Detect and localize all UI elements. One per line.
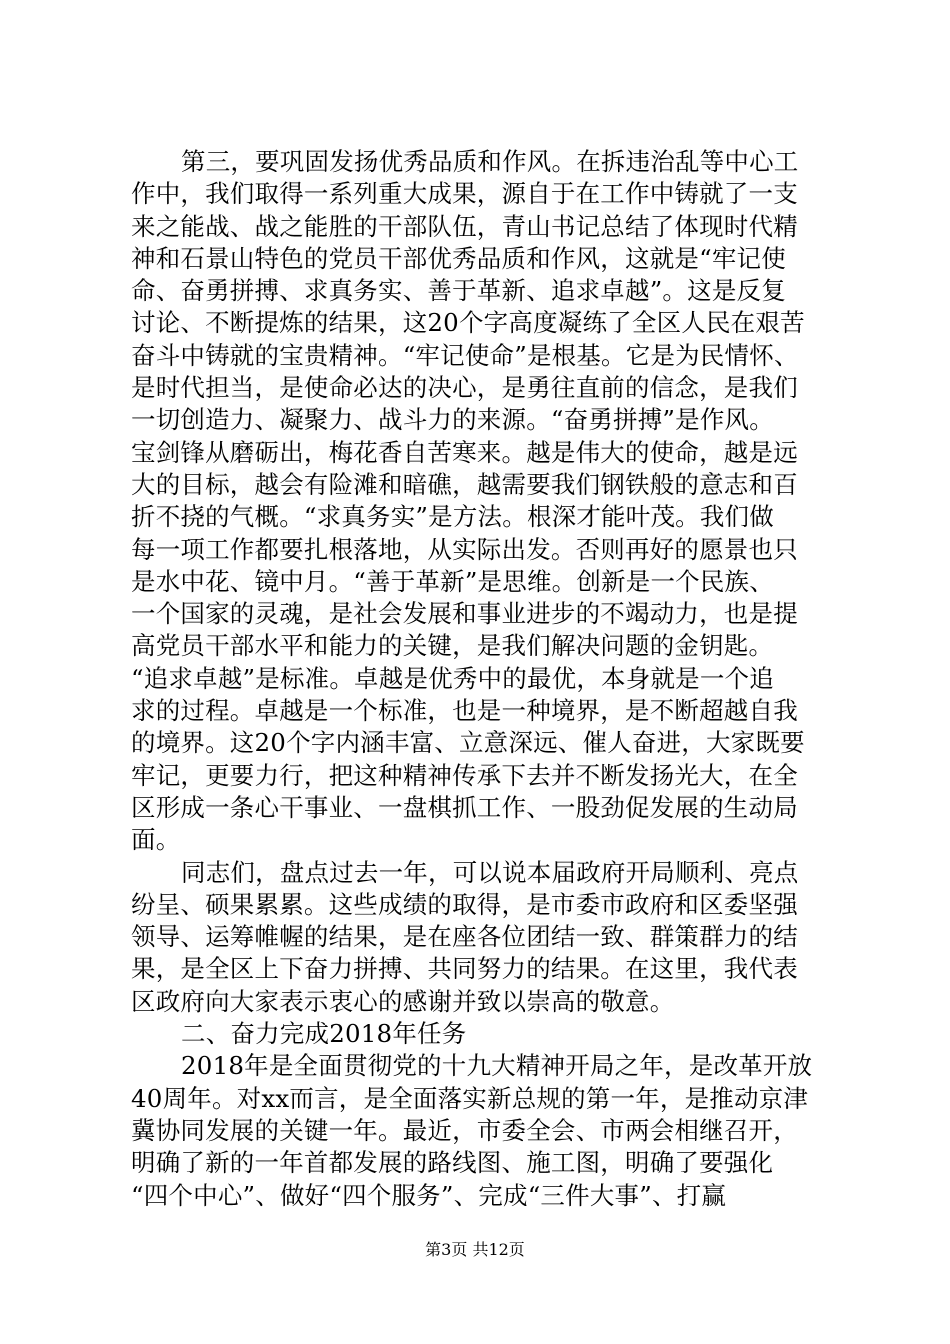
text-line: 领导、运筹帷幄的结果，是在座各位团结一致、群策群力的结	[131, 922, 798, 952]
text-line: 每一项工作都要扎根落地，从实际出发。否则再好的愿景也只	[131, 534, 798, 564]
text-line: 是水中花、镜中月。“善于革新”是思维。创新是一个民族、	[131, 566, 774, 596]
text-line: 一个国家的灵魂，是社会发展和事业进步的不竭动力，也是提	[131, 599, 798, 629]
text-line: 纷呈、硕果累累。这些成绩的取得，是市委市政府和区委坚强	[131, 889, 798, 919]
text-line: 区形成一条心干事业、一盘棋抓工作、一股劲促发展的生动局	[131, 792, 798, 822]
text-line: 来之能战、战之能胜的干部队伍，青山书记总结了体现时代精	[131, 211, 798, 241]
document-body	[131, 146, 831, 1212]
text-line: 冀协同发展的关键一年。最近，市委全会、市两会相继召开，	[131, 1115, 798, 1145]
text-line: “追求卓越”是标准。卓越是优秀中的最优，本身就是一个追	[131, 663, 774, 693]
text-line: 宝剑锋从磨砺出，梅花香自苦寒来。越是伟大的使命，越是远	[131, 437, 798, 467]
text-line: 一切创造力、凝聚力、战斗力的来源。“奋勇拼搏”是作风。	[131, 405, 774, 435]
text-line: 同志们，盘点过去一年，可以说本届政府开局顺利、亮点	[181, 857, 799, 887]
text-line: 第三，要巩固发扬优秀品质和作风。在拆违治乱等中心工	[181, 147, 799, 176]
text-line: 2018年是全面贯彻党的十九大精神开局之年，是改革开放	[181, 1051, 813, 1081]
text-line: 奋斗中铸就的宝贵精神。“牢记使命”是根基。它是为民情怀、	[131, 340, 799, 370]
section-heading: 二、奋力完成2018年任务	[181, 1019, 467, 1049]
text-line: 的境界。这20个字内涵丰富、立意深远、催人奋进，大家既要	[131, 728, 805, 758]
text-line: “四个中心”、做好“四个服务”、完成“三件大事”、打赢	[131, 1180, 727, 1210]
text-line: 神和石景山特色的党员干部优秀品质和作风，这就是“牢记使	[131, 243, 786, 273]
page-footer: 第3页 共12页	[425, 1240, 525, 1259]
text-line: 高党员干部水平和能力的关键，是我们解决问题的金钥匙。	[131, 631, 774, 661]
text-line: 命、奋勇拼搏、求真务实、善于革新、追求卓越”。这是反复	[131, 276, 786, 306]
text-line: 面。	[131, 825, 181, 855]
text-line: 区政府向大家表示衷心的感谢并致以崇高的敬意。	[131, 986, 675, 1016]
text-line: 求的过程。卓越是一个标准，也是一种境界，是不断超越自我	[131, 696, 798, 726]
text-line: 40周年。对xx而言，是全面落实新总规的第一年，是推动京津	[131, 1083, 809, 1113]
text-line: 是时代担当，是使命必达的决心，是勇往直前的信念，是我们	[131, 373, 798, 403]
text-line: 折不挠的气概。“求真务实”是方法。根深才能叶茂。我们做	[131, 502, 774, 532]
text-line: 明确了新的一年首都发展的路线图、施工图，明确了要强化	[131, 1148, 774, 1178]
text-line: 作中，我们取得一系列重大成果，源自于在工作中铸就了一支	[131, 179, 798, 209]
text-line: 大的目标，越会有险滩和暗礁，越需要我们钢铁般的意志和百	[131, 469, 798, 499]
text-line: 讨论、不断提炼的结果，这20个字高度凝练了全区人民在艰苦	[131, 308, 805, 338]
text-line: 果，是全区上下奋力拼搏、共同努力的结果。在这里，我代表	[131, 954, 798, 984]
text-line: 牢记，更要力行，把这种精神传承下去并不断发扬光大，在全	[131, 760, 798, 790]
